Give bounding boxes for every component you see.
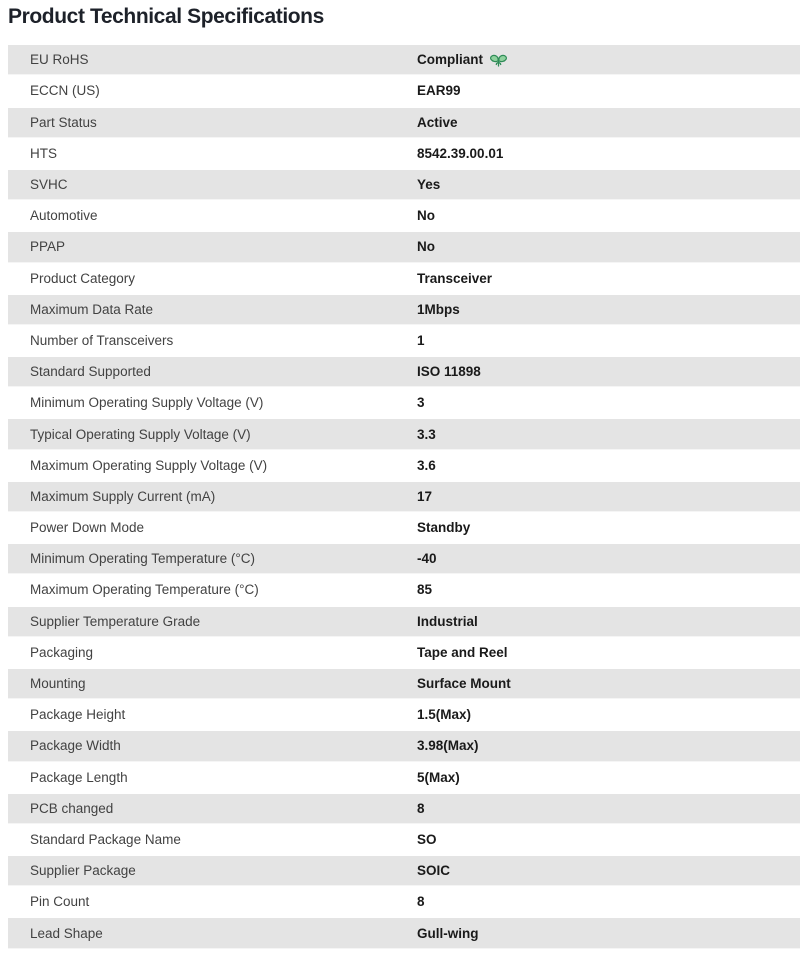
table-row [8,263,800,294]
spec-label: Supplier Temperature Grade [30,613,201,629]
spec-label: Mounting [30,676,86,692]
spec-value [417,146,503,161]
spec-label: HTS [30,145,57,161]
spec-value [417,614,478,629]
spec-label: Standard Package Name [30,831,181,847]
spec-value [417,801,425,816]
spec-label: Maximum Supply Current (mA) [30,488,216,504]
table-row [8,450,800,481]
spec-label: Maximum Operating Temperature (°C) [30,582,259,598]
spec-table [8,44,800,948]
spec-value [417,926,479,941]
spec-value-text: Yes [417,177,441,193]
table-row [8,574,800,605]
spec-label: Supplier Package [30,863,136,879]
spec-label: EU RoHS [30,52,89,68]
spec-value [417,707,471,722]
spec-value [417,676,511,691]
spec-value [417,333,425,348]
page-title: Product Technical Specifications [8,5,324,28]
spec-value-text: 17 [417,488,433,504]
table-row [8,418,800,449]
table-row [8,730,800,761]
spec-label: PPAP [30,239,66,255]
spec-label: Package Length [30,769,128,785]
spec-value [417,52,507,68]
spec-value-text: Active [417,114,458,130]
spec-value-text: 1 [417,332,425,348]
spec-value-text: ISO 11898 [417,364,481,380]
spec-value-text: Gull-wing [417,925,479,941]
spec-label: Product Category [30,270,136,286]
spec-value-text: 1.5(Max) [417,707,472,723]
spec-value-text: SOIC [417,863,451,879]
spec-value [417,208,435,223]
spec-label: Pin Count [30,894,90,910]
spec-value-text: 8 [417,894,425,910]
spec-value [417,863,450,878]
table-row [8,637,800,668]
spec-value-text: 85 [417,582,433,598]
spec-value [417,738,479,753]
spec-value [417,489,432,504]
spec-label: Maximum Data Rate [30,301,154,317]
spec-value [417,894,425,909]
spec-value [417,582,432,597]
table-row [8,886,800,917]
spec-value [417,427,436,442]
spec-label: Automotive [30,208,98,224]
spec-value-text: Compliant [417,52,483,68]
spec-value-text: 3.3 [417,426,436,442]
table-row [8,762,800,793]
spec-value-text: No [417,239,435,255]
table-row [8,668,800,699]
spec-label: Package Width [30,738,121,754]
spec-value-text: SO [417,831,437,847]
spec-label: Minimum Operating Temperature (°C) [30,551,255,567]
table-row [8,855,800,886]
spec-value-text: Surface Mount [417,676,511,692]
spec-value-text: 1Mbps [417,301,460,317]
table-row [8,824,800,855]
spec-value-text: EAR99 [417,83,461,99]
spec-value-text: Industrial [417,613,478,629]
spec-value [417,115,458,130]
spec-value [417,364,481,379]
table-row [8,356,800,387]
spec-label: SVHC [30,177,68,193]
spec-value-text: No [417,208,435,224]
spec-label: Packaging [30,644,94,660]
table-row [8,107,800,138]
spec-label: Typical Operating Supply Voltage (V) [30,426,251,442]
spec-value [417,239,435,254]
spec-value-text: Tape and Reel [417,644,508,660]
spec-label: PCB changed [30,800,114,816]
spec-value [417,551,437,566]
spec-value [417,302,460,317]
table-row [8,169,800,200]
spec-label: Minimum Operating Supply Voltage (V) [30,395,264,411]
spec-value-text: 3.6 [417,457,436,473]
spec-label: Package Height [30,707,126,723]
spec-label: Power Down Mode [30,520,145,536]
table-row [8,512,800,543]
table-row [8,200,800,231]
spec-label: Standard Supported [30,364,151,380]
spec-value [417,832,437,847]
table-row [8,44,800,75]
table-row [8,543,800,574]
table-row [8,793,800,824]
spec-value [417,177,440,192]
spec-label: Maximum Operating Supply Voltage (V) [30,457,268,473]
table-row [8,294,800,325]
spec-value [417,770,460,785]
spec-value-text: 3 [417,395,425,411]
spec-value [417,520,470,535]
spec-value-text: Transceiver [417,270,493,286]
spec-value [417,83,461,98]
spec-label: Part Status [30,114,97,130]
eco-leaf-icon [490,53,507,68]
table-row [8,75,800,106]
table-row [8,606,800,637]
table-row [8,325,800,356]
spec-label: ECCN (US) [30,83,100,99]
spec-value [417,645,508,660]
spec-value-text: Standby [417,520,471,536]
spec-value-text: 5(Max) [417,769,460,785]
spec-value [417,395,425,410]
spec-value-text: 8542.39.00.01 [417,145,504,161]
table-row [8,699,800,730]
table-row [8,231,800,262]
table-row [8,138,800,169]
spec-label: Lead Shape [30,925,103,941]
spec-value [417,271,492,286]
spec-value-text: 8 [417,800,425,816]
table-row [8,917,800,948]
spec-label: Number of Transceivers [30,332,174,348]
spec-value-text: 3.98(Max) [417,738,479,754]
table-row [8,387,800,418]
spec-value [417,458,436,473]
spec-value-text: -40 [417,551,437,567]
table-row [8,481,800,512]
